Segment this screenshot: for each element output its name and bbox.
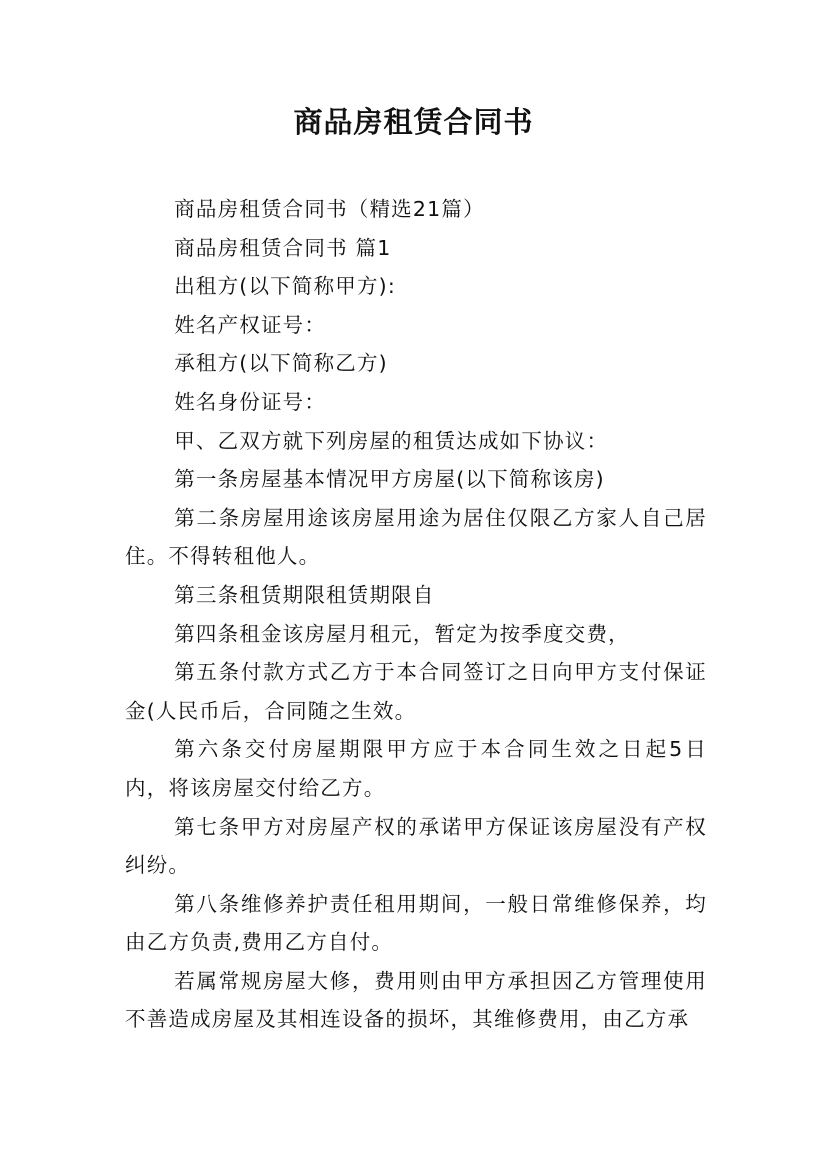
paragraph-4: 姓名产权证号： — [174, 312, 327, 337]
paragraph-3: 出租方(以下简称甲方): — [174, 274, 396, 299]
paragraph-8: 第一条房屋基本情况甲方房屋(以下简称该房) — [174, 467, 605, 492]
paragraph-15: 第八条维修养护责任租用期间，一般日常维修保养，均由乙方负责,费用乙方自付。 — [125, 891, 707, 955]
paragraph-10: 第三条租赁期限租赁期限自 — [174, 582, 435, 607]
paragraph-9: 第二条房屋用途该房屋用途为居住仅限乙方家人自己居住。不得转租他人。 — [125, 505, 707, 569]
paragraph-1: 商品房租赁合同书（精选21篇） — [174, 197, 485, 221]
paragraph-6: 姓名身份证号： — [174, 389, 327, 414]
paragraph-7: 甲、乙双方就下列房屋的租赁达成如下协议： — [174, 428, 609, 453]
paragraph-11: 第四条租金该房屋月租元，暂定为按季度交费， — [174, 621, 630, 646]
document-title: 商品房租赁合同书 — [293, 105, 534, 139]
paragraph-14: 第七条甲方对房屋产权的承诺甲方保证该房屋没有产权纠纷。 — [125, 814, 707, 878]
paragraph-13: 第六条交付房屋期限甲方应于本合同生效之日起5日内，将该房屋交付给乙方。 — [125, 737, 707, 800]
paragraph-2: 商品房租赁合同书 篇1 — [174, 235, 392, 260]
paragraph-16: 若属常规房屋大修，费用则由甲方承担因乙方管理使用不善造成房屋及其相连设备的损坏，其维修费用，由乙方承 — [125, 968, 707, 1032]
document-body — [125, 190, 707, 1039]
paragraph-12: 第五条付款方式乙方于本合同签订之日向甲方支付保证金(人民币后，合同随之生效。 — [125, 660, 707, 723]
paragraph-5: 承租方(以下简称乙方) — [174, 351, 388, 376]
